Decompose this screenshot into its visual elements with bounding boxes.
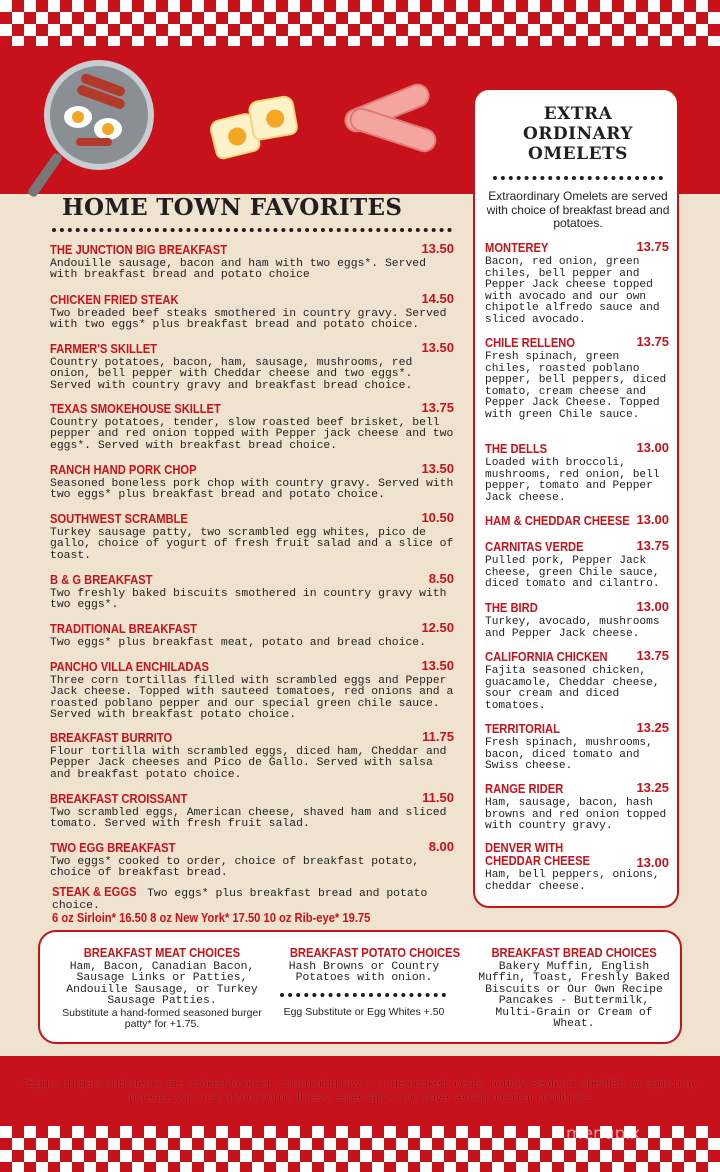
- menu-item: [50, 510, 456, 562]
- omelet-description: Fresh spinach, mushrooms, bacon, diced tomato and Swiss cheese.: [485, 737, 653, 773]
- egg-toast-illustration: [247, 94, 299, 141]
- menu-item-price: 13.50: [421, 340, 454, 355]
- omelet-description: Turkey, avocado, mushrooms and Pepper Jack cheese.: [485, 616, 660, 640]
- omelet-price: 13.75: [636, 648, 669, 663]
- menu-item: [50, 400, 456, 452]
- menu-item-name: PANCHO VILLA ENCHILADAS: [50, 659, 210, 674]
- omelet-price: 13.75: [636, 239, 669, 254]
- omelet-item: [485, 648, 671, 712]
- menu-item-name: BREAKFAST BURRITO: [50, 730, 173, 745]
- checker-border-top: [0, 0, 720, 46]
- omelet-name: THE DELLS: [485, 441, 548, 456]
- menu-item: [50, 291, 456, 332]
- omelet-price: 13.00: [636, 855, 669, 870]
- menu-item-name: TEXAS SMOKEHOUSE SKILLET: [50, 401, 221, 416]
- menu-item-description: Andouille sausage, bacon and ham with two eggs*. Served with breakfast bread and potato choice: [50, 258, 426, 282]
- omelet-description: Fresh spinach, green chiles, roasted poblano pepper, bell peppers, diced tomato, cream cheese and Pepper Jack Cheese. Topped with green Chile sauce.: [485, 351, 667, 421]
- menu-item-description: Three corn tortillas filled with scrambled eggs and Pepper Jack cheese. Topped with sauteed tomatoes, red onions and a roasted poblano pepper and our special green chile sauce. Served with breakfast potato choice.: [50, 675, 454, 722]
- omelet-price: 13.25: [636, 780, 669, 795]
- menu-item-description: Country potatoes, bacon, ham, sausage, mushrooms, red onion, bell pepper with Cheddar cheese and two eggs*. Served with country gravy and breakfast bread choice.: [50, 357, 413, 392]
- omelet-item: [485, 841, 671, 893]
- meat-choices-text: Ham, Bacon, Canadian Bacon, Sausage Links or Patties, Andouille Sausage, or Turkey Sausage Patties.: [66, 961, 258, 1008]
- dotted-divider: [280, 993, 446, 997]
- meat-choices-title: BREAKFAST MEAT CHOICES: [83, 945, 241, 960]
- omelets-title-line: EXTRA: [543, 104, 613, 124]
- omelet-name: THE BIRD: [485, 600, 538, 615]
- omelet-name: HAM & CHEDDAR CHEESE: [485, 513, 630, 528]
- menu-item: [50, 658, 456, 722]
- omelet-price: 13.00: [636, 599, 669, 614]
- omelet-price: 13.25: [636, 720, 669, 735]
- dotted-divider: [52, 228, 452, 232]
- omelet-name: TERRITORIAL: [485, 721, 560, 736]
- omelet-description: Loaded with broccoli, mushrooms, red onion, bell pepper, tomato and Pepper Jack cheese.: [485, 457, 660, 504]
- omelet-name: DENVER WITH CHEDDAR CHEESE: [485, 840, 590, 868]
- omelet-item: [485, 599, 671, 640]
- meat-choices: [62, 944, 262, 1030]
- bread-choices: [476, 944, 672, 1030]
- menu-item-name: TWO EGG BREAKFAST: [50, 840, 176, 855]
- omelet-description: Ham, bell peppers, onions, cheddar cheese.: [485, 869, 660, 893]
- menu-item-name: SOUTHWEST SCRAMBLE: [50, 511, 188, 526]
- omelet-price: 13.00: [636, 440, 669, 455]
- menu-item-price: 10.50: [421, 510, 454, 525]
- menu-item-description: Two eggs* plus breakfast bread and potato choice.: [52, 888, 428, 912]
- potato-choices-title: BREAKFAST POTATO CHOICES: [289, 945, 461, 960]
- menu-item-name: TRADITIONAL BREAKFAST: [50, 621, 198, 636]
- omelet-price: 13.75: [636, 538, 669, 553]
- menu-item-price: 8.00: [428, 839, 454, 854]
- omelets-title-line: OMELETS: [528, 144, 628, 164]
- omelets-title: [475, 104, 681, 164]
- omelet-item: [485, 239, 671, 327]
- omelet-name: CALIFORNIA CHICKEN: [485, 649, 608, 664]
- omelets-panel: [473, 88, 679, 908]
- menu-item: [50, 790, 456, 831]
- steak-cut-prices: 6 oz Sirloin* 16.50 8 oz New York* 17.50 10 oz Rib-eye* 19.75: [52, 910, 371, 925]
- menu-item-steak-and-eggs: [52, 886, 462, 926]
- potato-choices-note: Egg Substitute or Egg Whites +.50: [283, 1005, 445, 1018]
- menu-item-name: STEAK & EGGS: [52, 884, 137, 899]
- frying-pan-illustration: [44, 60, 154, 170]
- menu-item: [50, 241, 456, 282]
- potato-choices-text: Hash Browns or Country Potatoes with onion.: [288, 961, 440, 985]
- omelet-description: Fajita seasoned chicken, guacamole, Cheddar cheese, sour cream and diced tomatoes.: [485, 665, 660, 712]
- omelet-description: Pulled pork, Pepper Jack cheese, green Chile sauce, diced tomato and cilantro.: [485, 555, 660, 591]
- menu-item-description: Turkey sausage patty, two scrambled egg whites, pico de gallo, choice of yogurt of fresh fruit salad and a slice of toast.: [50, 527, 454, 562]
- menu-item-description: Flour tortilla with scrambled eggs, diced ham, Cheddar and Pepper Jack cheeses and Pico de Gallo. Served with salsa and breakfast potato choice.: [50, 746, 447, 781]
- menu-item-price: 12.50: [421, 620, 454, 635]
- sausage-icon: [76, 138, 112, 146]
- menu-item-description: Country potatoes, tender, slow roasted beef brisket, bell pepper and red onion topped with Pepper jack cheese and two eggs*. Served with breakfast bread choice.: [50, 417, 454, 452]
- omelet-name: CARNITAS VERDE: [485, 539, 584, 554]
- omelet-item: [485, 538, 671, 591]
- omelet-item: [485, 440, 671, 504]
- menu-item-description: Two scrambled eggs, American cheese, shaved ham and sliced tomato. Served with fresh fruit salad.: [50, 807, 447, 831]
- menu-item-name: B & G BREAKFAST: [50, 572, 153, 587]
- menu-item: [50, 461, 456, 502]
- menu-item: [50, 839, 456, 880]
- breakfast-choices-box: [38, 930, 682, 1044]
- menu-item-description: Two freshly baked biscuits smothered in country gravy with two eggs*.: [50, 588, 447, 612]
- menu-item-name: CHICKEN FRIED STEAK: [50, 292, 179, 307]
- menu-item: [50, 729, 456, 781]
- omelet-name: RANGE RIDER: [485, 781, 564, 796]
- omelets-intro: Extraordinary Omelets are served with choice of breakfast bread and potatoes.: [486, 189, 670, 230]
- omelet-name: MONTEREY: [485, 240, 549, 255]
- menu-item-description: Two eggs* cooked to order, choice of breakfast potato, choice of breakfast bread.: [50, 856, 420, 880]
- menu-item-price: 13.75: [421, 400, 454, 415]
- meat-choices-note: Substitute a hand-formed seasoned burger patty* for +1.75.: [62, 1006, 262, 1030]
- dotted-divider: [493, 176, 663, 180]
- menu-item-price: 11.75: [422, 729, 454, 744]
- omelet-item: [485, 334, 671, 422]
- omelets-title-line: ORDINARY: [522, 124, 634, 144]
- menu-item-price: 14.50: [421, 291, 454, 306]
- bread-choices-title: BREAKFAST BREAD CHOICES: [491, 945, 657, 960]
- omelet-description: Bacon, red onion, green chiles, bell pepper and Pepper Jack cheese topped with avocado and our own chipotle alfredo sauce and sliced avocado.: [485, 256, 660, 326]
- menu-item-description: Seasoned boneless pork chop with country gravy. Served with two eggs* plus breakfast bread and potato choice.: [50, 478, 454, 502]
- omelet-price: 13.75: [636, 334, 669, 349]
- menu-item: [50, 571, 456, 612]
- menu-item: [50, 620, 456, 649]
- menu-item-description: Two eggs* plus breakfast meat, potato and bread choice.: [50, 637, 426, 649]
- menu-item-price: 8.50: [428, 571, 454, 586]
- menu-item-name: THE JUNCTION BIG BREAKFAST: [50, 242, 228, 257]
- fried-egg-icon: [94, 118, 122, 140]
- menu-item-price: 13.50: [421, 461, 454, 476]
- menu-item-price: 11.50: [422, 790, 454, 805]
- omelet-item: [485, 720, 671, 773]
- watermark-logo: menupix: [566, 1124, 641, 1144]
- omelet-description: Ham, sausage, bacon, hash browns and red onion topped with country gravy.: [485, 797, 667, 833]
- food-safety-disclaimer: *Eggs, burgers and steaks are cooked to order. Consuming raw or undercooked meats, poultry, seafood, shellfish, or eggs may increase your risk of foodborne illness, especially if you have certain medical conditions.: [22, 1076, 698, 1104]
- menu-item-name: BREAKFAST CROISSANT: [50, 791, 188, 806]
- potato-choices: [276, 944, 461, 1018]
- bread-choices-text: Bakery Muffin, English Muffin, Toast, Freshly Baked Biscuits or Our Own Recipe Pancakes - Buttermilk, Multi-Grain or Cream of Wheat.: [478, 961, 670, 1031]
- fried-egg-icon: [64, 106, 92, 128]
- omelet-price: 13.00: [636, 512, 669, 527]
- menu-item-name: RANCH HAND PORK CHOP: [50, 462, 197, 477]
- omelet-name: CHILE RELLENO: [485, 335, 576, 350]
- omelet-item: [485, 512, 671, 530]
- menu-item-name: FARMER'S SKILLET: [50, 341, 158, 356]
- menu-item-price: 13.50: [421, 658, 454, 673]
- omelet-item: [485, 780, 671, 833]
- menu-item-description: Two breaded beef steaks smothered in country gravy. Served with two eggs* plus breakfast bread and potato choice.: [50, 308, 447, 332]
- menu-item-price: 13.50: [421, 241, 454, 256]
- menu-item: [50, 340, 456, 392]
- section-title-home-town-favorites: HOME TOWN FAVORITES: [62, 194, 403, 221]
